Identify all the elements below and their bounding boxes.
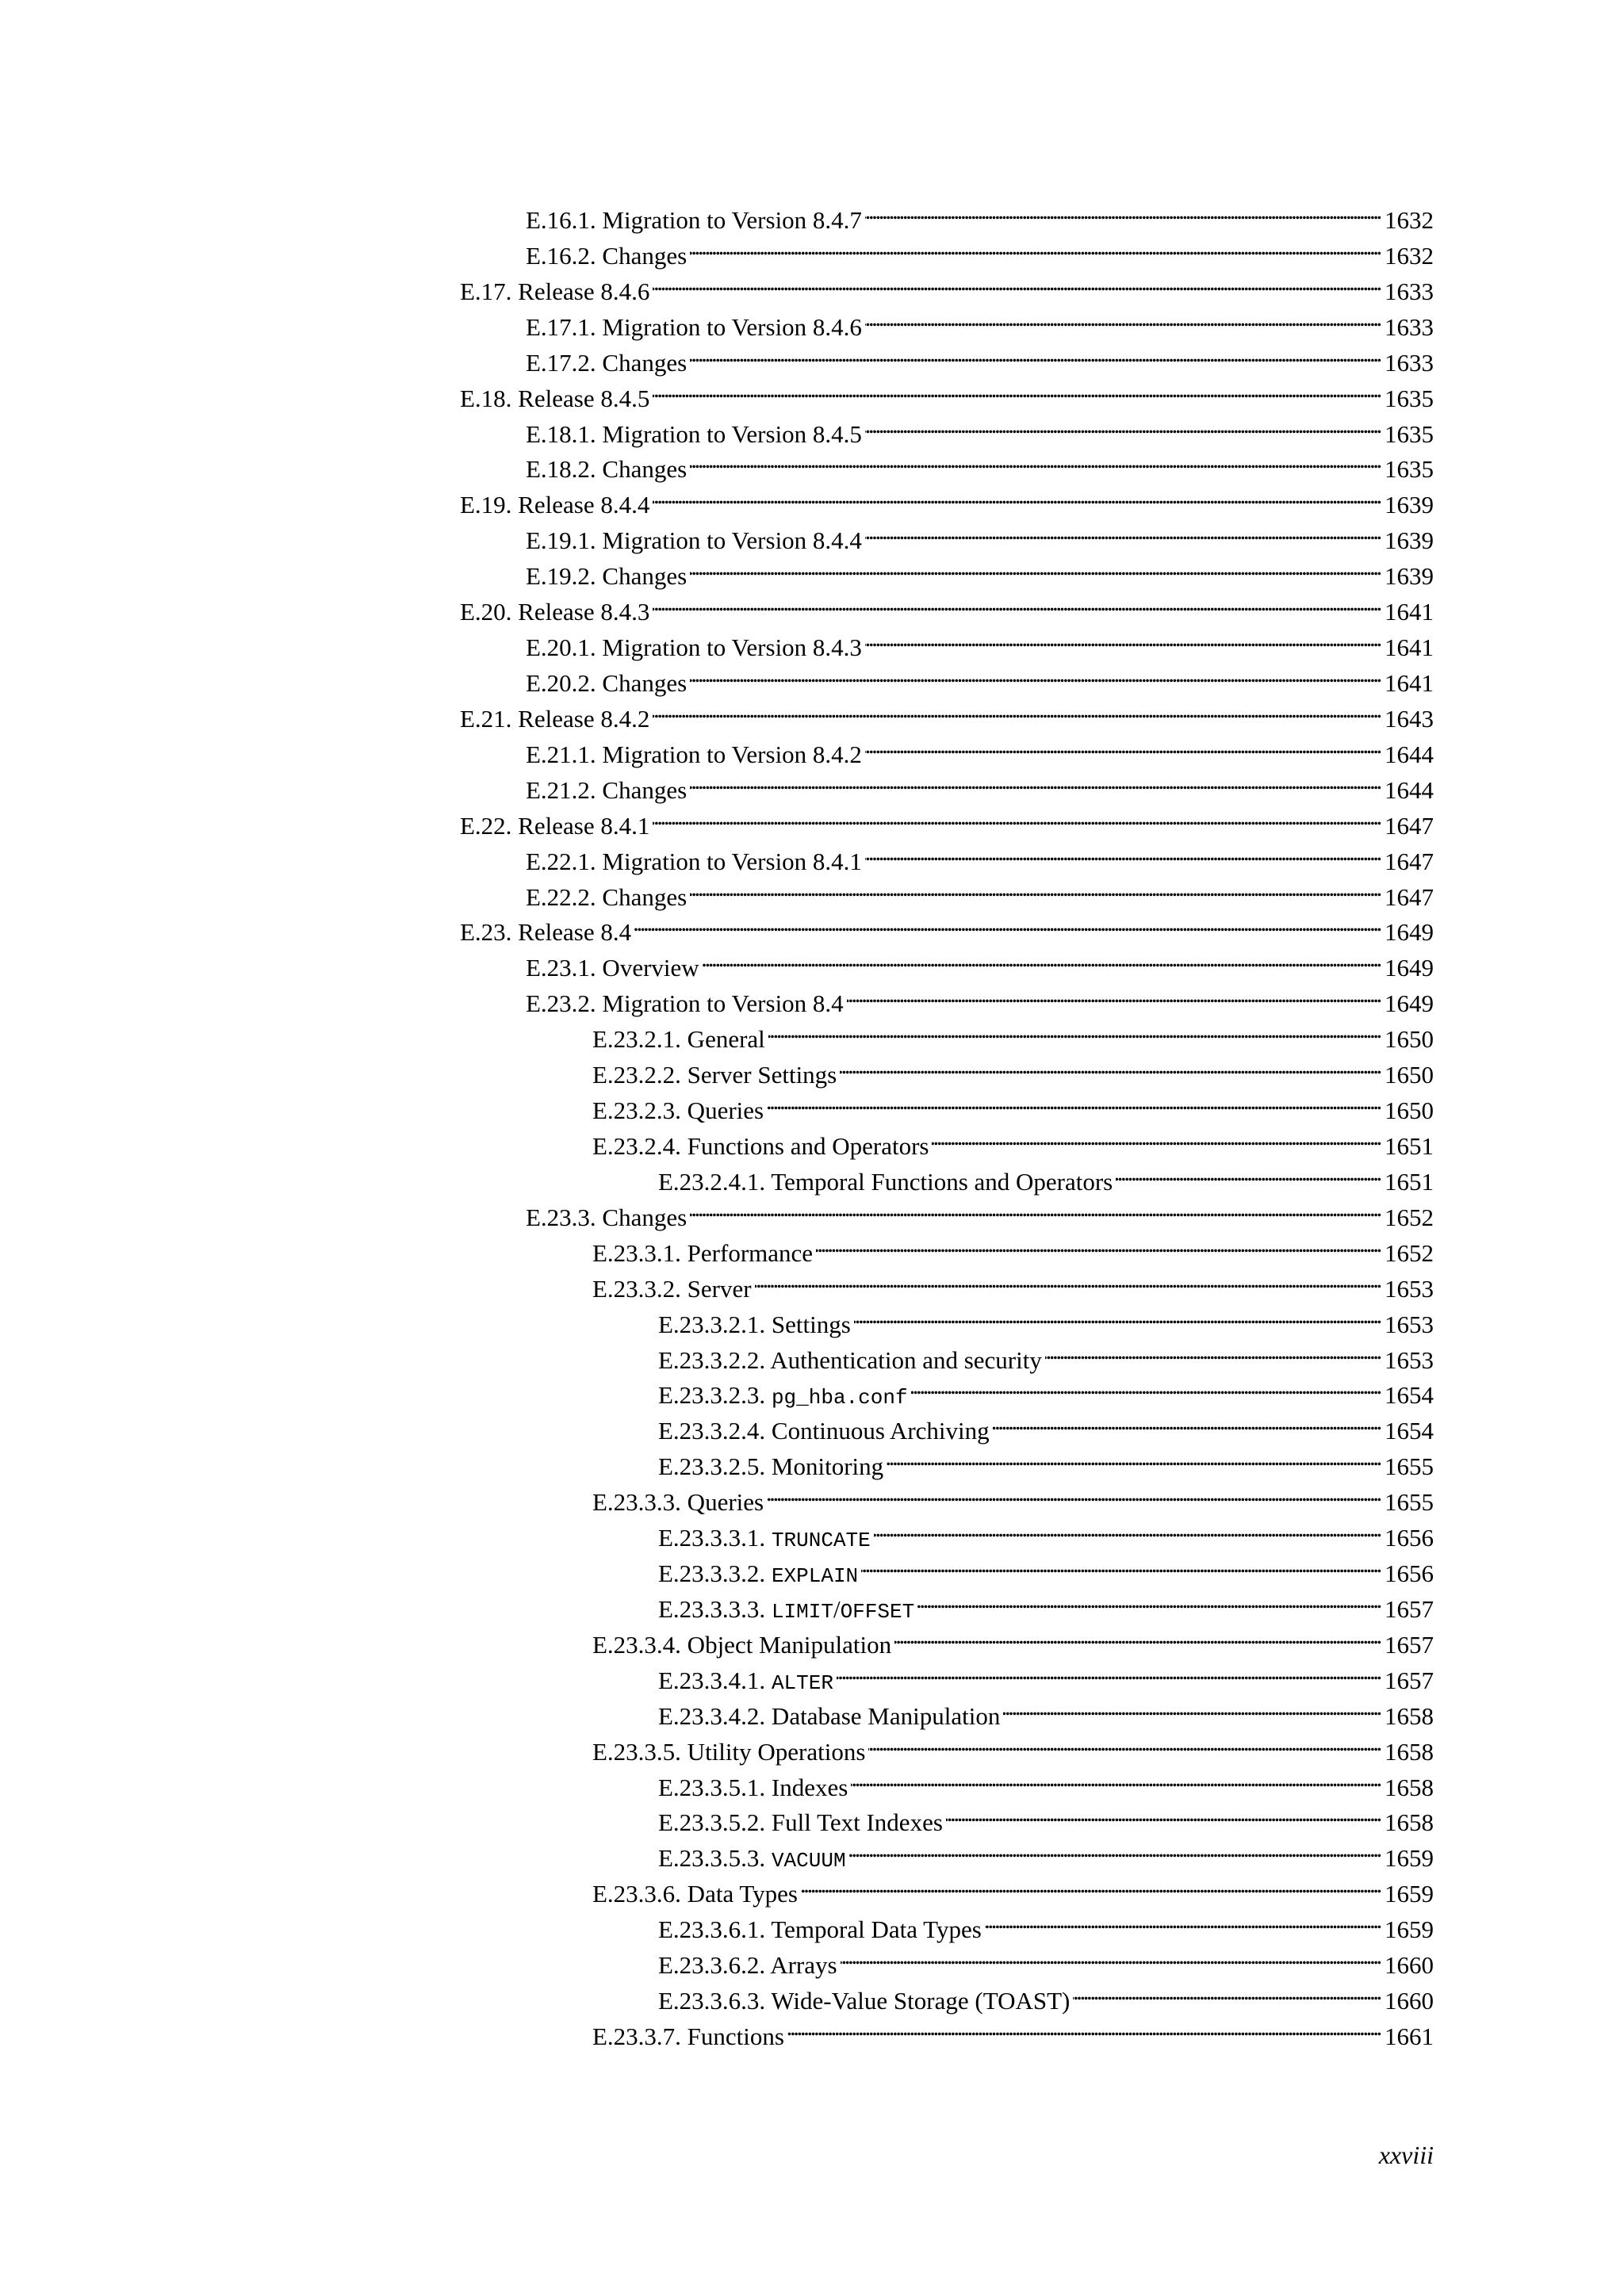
toc-entry[interactable]	[0, 300, 1624, 341]
toc-entry-page: 1647	[1385, 847, 1434, 875]
toc-entry-title: E.23.3.1. Performance	[592, 1238, 814, 1267]
dot-leader	[767, 1475, 1381, 1510]
toc-entry-page: 1653	[1385, 1345, 1434, 1374]
toc-entry-title: E.18.1. Migration to Version 8.4.5	[526, 419, 862, 448]
dot-leader	[865, 621, 1381, 656]
toc-entry-code: OFFSET	[840, 1599, 915, 1624]
toc-entry-title: E.23.3.5.2. Full Text Indexes	[658, 1808, 943, 1837]
toc-entry-page: 1658	[1385, 1737, 1434, 1766]
toc-entry-title: E.23.3.6. Data Types	[592, 1880, 798, 1908]
toc-entry-page: 1657	[1385, 1630, 1434, 1659]
toc-entry[interactable]	[0, 585, 1624, 626]
dot-leader	[634, 905, 1381, 940]
toc-entry-title: E.22.2. Changes	[526, 882, 688, 911]
toc-entry[interactable]	[0, 1761, 1624, 1801]
dot-leader	[847, 977, 1381, 1012]
toc-entry-title: E.23.3.2.2. Authentication and security	[658, 1345, 1042, 1374]
toc-entry-title: E.23.2.3. Queries	[592, 1096, 764, 1125]
toc-entry[interactable]	[0, 1547, 1624, 1589]
dot-leader	[801, 1867, 1381, 1902]
toc-entry-page: 1657	[1385, 1666, 1434, 1694]
dot-leader	[861, 1547, 1381, 1582]
toc-entry-title: E.20. Release 8.4.3	[460, 598, 650, 626]
dot-leader	[653, 372, 1381, 407]
toc-entry[interactable]	[0, 1618, 1624, 1659]
toc-entry-title: E.23.3.5. Utility Operations	[592, 1737, 866, 1766]
dot-leader	[865, 835, 1381, 870]
toc-entry-code: LIMIT	[771, 1599, 833, 1624]
toc-entry-title: E.23.3.4. Object Manipulation	[592, 1630, 892, 1659]
dot-leader	[703, 941, 1381, 976]
dot-leader	[887, 1440, 1381, 1475]
toc-entry[interactable]	[0, 549, 1624, 591]
dot-leader	[767, 1084, 1381, 1119]
toc-entry-title: E.23.3.6.1. Temporal Data Types	[658, 1915, 982, 1944]
toc-entry-page: 1639	[1385, 526, 1434, 555]
dot-leader	[874, 1511, 1381, 1546]
toc-entry-title: E.16.2. Changes	[526, 241, 688, 270]
toc-entry[interactable]	[0, 941, 1624, 982]
toc-entry-page: 1654	[1385, 1417, 1434, 1445]
toc-entry[interactable]	[0, 1831, 1624, 1873]
toc-entry[interactable]	[0, 514, 1624, 555]
toc-entry-title: E.23.3.6.3. Wide-Value Storage (TOAST)	[658, 1987, 1071, 2015]
toc-entry[interactable]	[0, 905, 1624, 947]
toc-entry[interactable]	[0, 656, 1624, 697]
toc-entry-page: 1643	[1385, 704, 1434, 733]
toc-entry[interactable]	[0, 1938, 1624, 1980]
toc-entry[interactable]	[0, 1689, 1624, 1730]
toc-entry-page: 1659	[1385, 1844, 1434, 1873]
dot-leader	[851, 1761, 1381, 1796]
toc-entry-title: E.19.2. Changes	[526, 562, 688, 591]
dot-leader	[865, 408, 1381, 442]
toc-entry[interactable]	[0, 1725, 1624, 1766]
toc-entry[interactable]	[0, 2010, 1624, 2051]
toc-entry[interactable]	[0, 372, 1624, 412]
toc-entry[interactable]	[0, 763, 1624, 804]
toc-entry-page: 1651	[1385, 1167, 1434, 1196]
toc-entry-page: 1632	[1385, 206, 1434, 234]
dot-leader	[1116, 1155, 1381, 1190]
toc-entry-title: E.23.2.1. General	[592, 1025, 765, 1054]
toc-entry-page: 1639	[1385, 562, 1434, 591]
dot-leader	[849, 1831, 1381, 1866]
toc-entry-title: E.17.2. Changes	[526, 348, 688, 377]
dot-leader	[690, 871, 1381, 905]
page-number: xxviii	[1378, 2141, 1434, 2169]
toc-entry-page: 1649	[1385, 918, 1434, 947]
toc-entry[interactable]	[0, 1334, 1624, 1374]
toc-entry-title: E.18. Release 8.4.5	[460, 384, 650, 412]
toc-entry-title: E.23.3. Changes	[526, 1203, 688, 1231]
toc-entry[interactable]	[0, 799, 1624, 840]
toc-entry-code: ALTER	[771, 1670, 833, 1695]
toc-entry[interactable]	[0, 336, 1624, 377]
toc-entry-title: E.23.1. Overview	[526, 954, 699, 982]
dot-leader	[690, 229, 1381, 264]
toc-entry-page: 1647	[1385, 882, 1434, 911]
toc-entry-title: E.17.1. Migration to Version 8.4.6	[526, 312, 862, 341]
toc-entry-page: 1649	[1385, 989, 1434, 1018]
toc-entry[interactable]	[0, 1191, 1624, 1231]
toc-entry-page: 1658	[1385, 1773, 1434, 1801]
toc-entry-title: E.23.3.2. Server	[592, 1274, 752, 1303]
toc-entry-number: E.23.3.5.3.	[658, 1844, 772, 1873]
toc-entry[interactable]	[0, 1796, 1624, 1837]
dot-leader	[993, 1404, 1381, 1439]
toc-entry-page: 1650	[1385, 1025, 1434, 1054]
dot-leader	[865, 193, 1381, 228]
toc-entry[interactable]	[0, 1119, 1624, 1160]
dot-leader	[690, 549, 1381, 584]
toc-entry-code: pg_hba.conf	[771, 1386, 908, 1410]
dot-leader	[653, 799, 1381, 834]
toc-entry-title: E.23.2. Migration to Version 8.4	[526, 989, 844, 1018]
toc-entry-title: E.20.1. Migration to Version 8.4.3	[526, 633, 862, 662]
toc-entry-title: E.22. Release 8.4.1	[460, 811, 650, 840]
toc-entry-page: 1633	[1385, 312, 1434, 341]
toc-entry-page: 1655	[1385, 1452, 1434, 1481]
toc-entry-page: 1655	[1385, 1488, 1434, 1517]
toc-entry-page: 1641	[1385, 633, 1434, 662]
toc-entry-number: E.23.3.3.1.	[658, 1524, 772, 1552]
dot-leader	[690, 336, 1381, 371]
toc-entry[interactable]	[0, 977, 1624, 1018]
dot-leader	[1003, 1689, 1381, 1724]
dot-leader	[653, 692, 1381, 727]
toc-entry-title: E.19. Release 8.4.4	[460, 491, 650, 519]
toc-entry[interactable]	[0, 1262, 1624, 1303]
toc-entry-page: 1653	[1385, 1310, 1434, 1338]
toc-entry-page: 1657	[1385, 1594, 1434, 1623]
dot-leader	[653, 585, 1381, 620]
toc-entry-title: E.23.3.7. Functions	[592, 2022, 784, 2051]
toc-entry-page: 1651	[1385, 1131, 1434, 1160]
dot-leader	[917, 1582, 1381, 1617]
toc-entry[interactable]	[0, 835, 1624, 875]
toc-entry-title: E.22.1. Migration to Version 8.4.1	[526, 847, 862, 875]
toc-entry-page: 1633	[1385, 348, 1434, 377]
dot-leader	[690, 442, 1381, 477]
toc-entry-code: VACUUM	[771, 1849, 846, 1873]
toc-entry[interactable]	[0, 478, 1624, 519]
dot-leader	[690, 1191, 1381, 1226]
dot-leader	[894, 1618, 1381, 1653]
toc-entry-title: E.21.1. Migration to Version 8.4.2	[526, 740, 862, 768]
dot-leader	[787, 2010, 1381, 2045]
toc-entry-page: 1653	[1385, 1274, 1434, 1303]
toc-entry-title: E.19.1. Migration to Version 8.4.4	[526, 526, 862, 555]
toc-entry-page: 1661	[1385, 2022, 1434, 2051]
toc-entry-page: 1659	[1385, 1880, 1434, 1908]
toc-entry[interactable]	[0, 1404, 1624, 1445]
toc-entry[interactable]	[0, 229, 1624, 270]
toc-entry-number: E.23.3.2.3.	[658, 1381, 772, 1410]
toc-entry-page: 1635	[1385, 384, 1434, 412]
dot-leader	[816, 1226, 1381, 1261]
toc-entry-title: E.23.3.6.2. Arrays	[658, 1951, 837, 1980]
toc-entry-page: 1652	[1385, 1238, 1434, 1267]
toc-entry[interactable]	[0, 1903, 1624, 1944]
toc-entry-page: 1660	[1385, 1987, 1434, 2015]
toc-entry-title: E.21. Release 8.4.2	[460, 704, 650, 733]
toc-entry[interactable]	[0, 408, 1624, 448]
table-of-contents	[0, 193, 1624, 2051]
toc-entry-page: 1649	[1385, 954, 1434, 982]
dot-leader	[985, 1903, 1381, 1938]
toc-entry-number: E.23.3.3.2.	[658, 1559, 772, 1588]
dot-leader	[653, 265, 1381, 300]
toc-entry[interactable]	[0, 442, 1624, 484]
dot-leader	[840, 1048, 1381, 1083]
toc-entry-page: 1660	[1385, 1951, 1434, 1980]
toc-entry-title: E.23.2.4.1. Temporal Functions and Operators	[658, 1167, 1113, 1196]
toc-entry-code: EXPLAIN	[771, 1564, 859, 1589]
toc-entry-page: 1658	[1385, 1701, 1434, 1730]
toc-entry-line[interactable]	[592, 2010, 1434, 2055]
toc-entry-title: E.23.2.2. Server Settings	[592, 1061, 837, 1089]
toc-entry-number: E.23.3.4.1.	[658, 1666, 772, 1694]
toc-entry[interactable]	[0, 1440, 1624, 1481]
dot-leader	[1045, 1334, 1381, 1368]
toc-entry[interactable]	[0, 1048, 1624, 1089]
toc-entry-page: 1650	[1385, 1061, 1434, 1089]
toc-entry[interactable]	[0, 1298, 1624, 1338]
toc-entry-page: 1658	[1385, 1808, 1434, 1837]
toc-entry-title: E.18.2. Changes	[526, 455, 688, 484]
toc-entry-title: E.16.1. Migration to Version 8.4.7	[526, 206, 862, 234]
dot-leader	[1073, 1974, 1381, 2009]
toc-entry[interactable]	[0, 265, 1624, 305]
toc-entry[interactable]	[0, 1511, 1624, 1553]
toc-entry-page: 1633	[1385, 277, 1434, 305]
toc-entry-page: 1654	[1385, 1381, 1434, 1410]
toc-entry-title: E.17. Release 8.4.6	[460, 277, 650, 305]
toc-entry[interactable]	[0, 1582, 1624, 1624]
toc-entry-page: 1632	[1385, 241, 1434, 270]
toc-entry-separator: /	[833, 1594, 841, 1623]
toc-entry-page: 1639	[1385, 491, 1434, 519]
toc-entry-title: E.20.2. Changes	[526, 668, 688, 697]
toc-entry[interactable]	[0, 1475, 1624, 1517]
toc-entry-code: TRUNCATE	[771, 1529, 871, 1553]
dot-leader	[932, 1119, 1381, 1154]
toc-entry-page: 1641	[1385, 668, 1434, 697]
toc-entry-title: E.23.3.2.1. Settings	[658, 1310, 851, 1338]
toc-entry-page: 1656	[1385, 1559, 1434, 1588]
toc-entry[interactable]	[0, 1084, 1624, 1125]
toc-entry-page: 1659	[1385, 1915, 1434, 1944]
toc-entry-page: 1647	[1385, 811, 1434, 840]
toc-entry-page: 1644	[1385, 740, 1434, 768]
dot-leader	[854, 1298, 1381, 1333]
toc-entry-title: E.23.3.5.1. Indexes	[658, 1773, 848, 1801]
toc-entry-title: E.23.3.2.4. Continuous Archiving	[658, 1417, 990, 1445]
toc-entry-title: E.23.2.4. Functions and Operators	[592, 1131, 929, 1160]
dot-leader	[690, 656, 1381, 691]
toc-entry[interactable]	[0, 1155, 1624, 1196]
dot-leader	[865, 728, 1381, 763]
toc-entry-title: E.23. Release 8.4	[460, 918, 632, 947]
toc-entry-page: 1644	[1385, 775, 1434, 804]
toc-entry[interactable]	[0, 1867, 1624, 1908]
toc-entry-page: 1656	[1385, 1524, 1434, 1552]
toc-entry-page: 1652	[1385, 1203, 1434, 1231]
toc-entry[interactable]	[0, 1226, 1624, 1267]
toc-entry-number: E.23.3.3.3.	[658, 1594, 772, 1623]
toc-entry[interactable]	[0, 621, 1624, 662]
dot-leader	[837, 1654, 1381, 1689]
dot-leader	[911, 1368, 1381, 1403]
dot-leader	[868, 1725, 1381, 1760]
dot-leader	[690, 763, 1381, 798]
toc-entry[interactable]	[0, 728, 1624, 768]
toc-entry-title: E.21.2. Changes	[526, 775, 688, 804]
toc-entry[interactable]	[0, 1654, 1624, 1695]
toc-entry[interactable]	[0, 1012, 1624, 1054]
dot-leader	[768, 1012, 1381, 1047]
dot-leader	[946, 1796, 1381, 1831]
toc-entry-title: E.23.3.4.2. Database Manipulation	[658, 1701, 1001, 1730]
dot-leader	[865, 514, 1381, 549]
toc-entry[interactable]	[0, 692, 1624, 733]
dot-leader	[865, 300, 1381, 335]
toc-entry[interactable]	[0, 871, 1624, 911]
toc-entry-page: 1635	[1385, 455, 1434, 484]
toc-entry-page: 1635	[1385, 419, 1434, 448]
dot-leader	[755, 1262, 1381, 1297]
toc-entry[interactable]	[0, 1368, 1624, 1410]
dot-leader	[841, 1938, 1381, 1973]
dot-leader	[653, 478, 1381, 513]
toc-entry[interactable]	[0, 1974, 1624, 2015]
toc-entry-page: 1650	[1385, 1096, 1434, 1125]
toc-entry[interactable]	[0, 193, 1624, 234]
toc-entry-title: E.23.3.2.5. Monitoring	[658, 1452, 884, 1481]
toc-entry-page: 1641	[1385, 598, 1434, 626]
toc-entry-title: E.23.3.3. Queries	[592, 1488, 764, 1517]
